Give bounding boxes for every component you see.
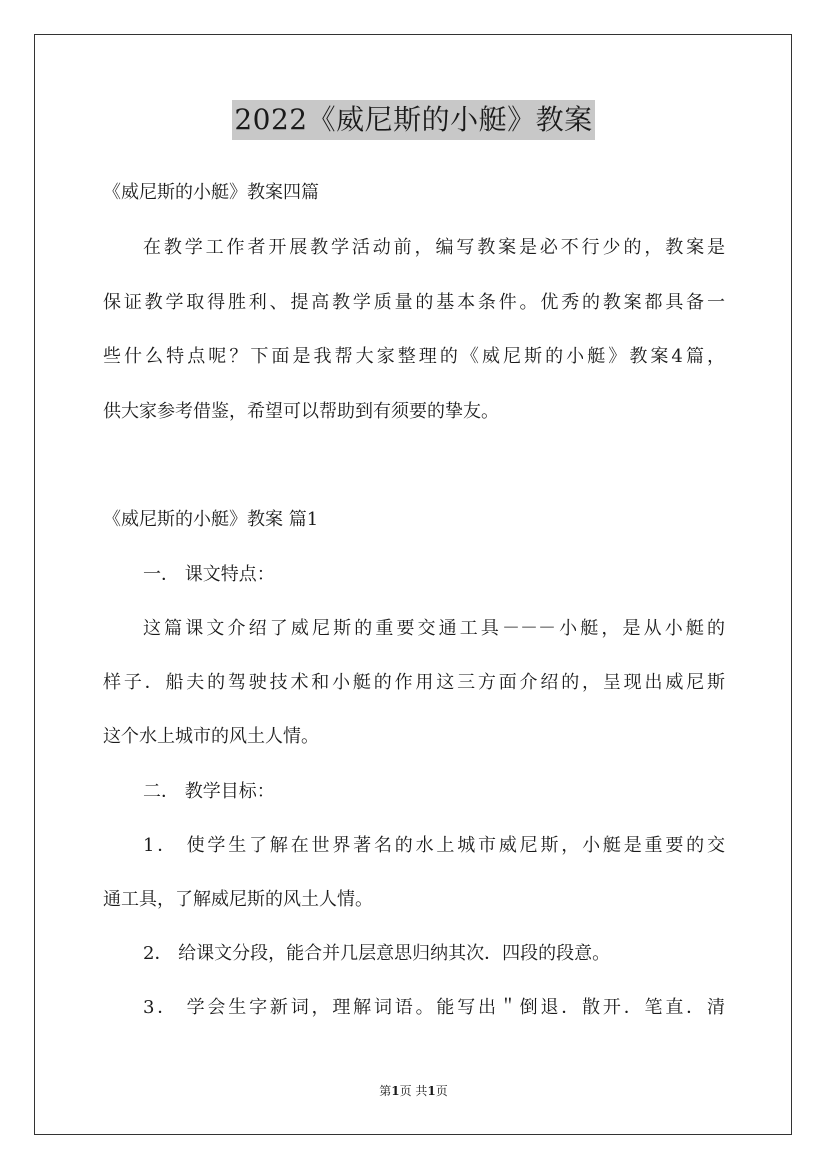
section-heading: 《威尼斯的小艇》教案 篇1 [103,509,319,530]
intro-line-4: 供大家参考借鉴，希望可以帮助到有须要的挚友。 [103,401,499,422]
part1-line-1: 这篇课文介绍了威尼斯的重要交通工具－－－小艇，是从小艇的 [143,618,725,639]
document-title: 2022《威尼斯的小艇》教案 [232,100,594,140]
page-footer [0,1083,827,1099]
intro-line-1: 在教学工作者开展教学活动前，编写教案是必不行少的，教案是 [143,237,725,258]
part1-heading: 一． 课文特点： [143,564,275,585]
goal1-line-1: 1． 使学生了解在世界著名的水上城市威尼斯，小艇是重要的交 [143,835,725,856]
part1-line-2: 样子．船夫的驾驶技术和小艇的作用这三方面介绍的，呈现出威尼斯 [103,672,725,693]
footer-page-suffix: 页 [435,1084,448,1098]
intro-line-3: 些什么特点呢？下面是我帮大家整理的《威尼斯的小艇》教案4篇， [103,346,725,367]
goal3-line: 3． 学会生字新词，理解词语。能写出＂倒退．散开．笔直．清 [143,997,725,1018]
document-subtitle: 《威尼斯的小艇》教案四篇 [103,182,319,203]
title-container [0,100,827,140]
footer-page-prefix: 第 [379,1084,392,1098]
goal2-line: 2． 给课文分段，能合并几层意思归纳其次．四段的段意。 [143,943,611,964]
goal1-line-2: 通工具，了解威尼斯的风土人情。 [103,889,373,910]
footer-page-current: 1 [391,1084,400,1098]
footer-page-mid: 页 共 [399,1084,428,1098]
intro-line-2: 保证教学取得胜利、提高教学质量的基本条件。优秀的教案都具备一 [103,292,725,313]
footer-page-total: 1 [427,1084,436,1098]
part2-heading: 二． 教学目标： [143,781,275,802]
part1-line-3: 这个水上城市的风土人情。 [103,726,319,747]
